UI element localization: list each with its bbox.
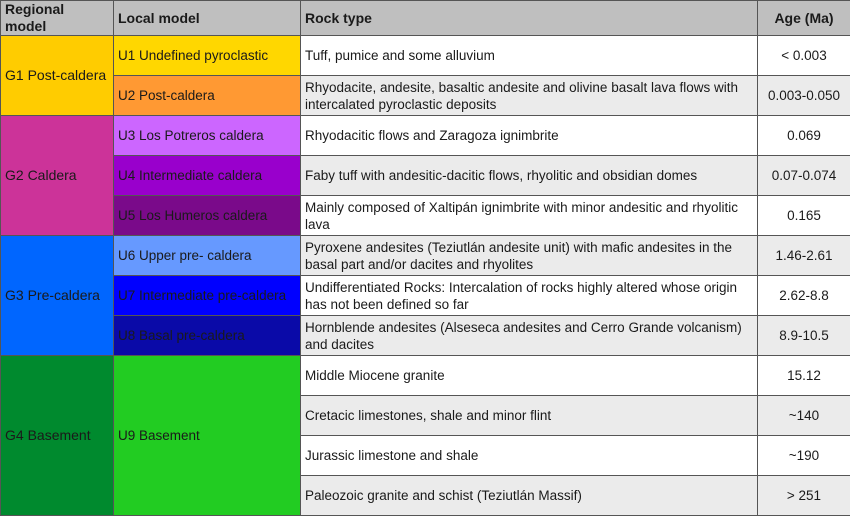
- table-row: [1, 236, 850, 276]
- rock-type-cell: Cretacic limestones, shale and minor flint: [301, 396, 758, 436]
- header-rock-type: Rock type: [301, 1, 758, 36]
- table-row: [1, 116, 850, 156]
- local-model-cell: U4 Intermediate caldera: [114, 156, 301, 196]
- local-model-cell: U1 Undefined pyroclastic: [114, 36, 301, 76]
- table-row: [1, 76, 850, 116]
- regional-model-cell: G3 Pre-caldera: [1, 236, 114, 356]
- rock-type-cell: Middle Miocene granite: [301, 356, 758, 396]
- rock-type-cell: Tuff, pumice and some alluvium: [301, 36, 758, 76]
- local-model-cell: U3 Los Potreros caldera: [114, 116, 301, 156]
- table-row: [1, 356, 850, 396]
- local-model-cell: U6 Upper pre- caldera: [114, 236, 301, 276]
- local-model-cell: U5 Los Humeros caldera: [114, 196, 301, 236]
- age-cell: > 251: [758, 476, 850, 516]
- regional-model-cell: G1 Post-caldera: [1, 36, 114, 116]
- rock-type-cell: Rhyodacite, andesite, basaltic andesite and olivine basalt lava flows with intercalated pyroclastic deposits: [301, 76, 758, 116]
- header-age: Age (Ma): [758, 1, 850, 36]
- age-cell: 8.9-10.5: [758, 316, 850, 356]
- age-cell: ~140: [758, 396, 850, 436]
- rock-type-cell: Pyroxene andesites (Teziutlán andesite unit) with mafic andesites in the basal part and/or dacites and rhyolites: [301, 236, 758, 276]
- table-row: [1, 196, 850, 236]
- rock-type-cell: Mainly composed of Xaltipán ignimbrite with minor andesitic and rhyolitic lava: [301, 196, 758, 236]
- age-cell: 0.165: [758, 196, 850, 236]
- table-row: [1, 316, 850, 356]
- local-model-cell: U2 Post-caldera: [114, 76, 301, 116]
- local-model-cell: U8 Basal pre-caldera: [114, 316, 301, 356]
- age-cell: 0.069: [758, 116, 850, 156]
- header-row: [1, 1, 850, 36]
- age-cell: 2.62-8.8: [758, 276, 850, 316]
- age-cell: 1.46-2.61: [758, 236, 850, 276]
- age-cell: ~190: [758, 436, 850, 476]
- rock-type-cell: Rhyodacitic flows and Zaragoza ignimbrite: [301, 116, 758, 156]
- table-row: [1, 36, 850, 76]
- local-model-cell: U9 Basement: [114, 356, 301, 516]
- rock-type-cell: Paleozoic granite and schist (Teziutlán Massif): [301, 476, 758, 516]
- header-local-model: Local model: [114, 1, 301, 36]
- rock-type-cell: Faby tuff with andesitic-dacitic flows, rhyolitic and obsidian domes: [301, 156, 758, 196]
- regional-model-cell: G2 Caldera: [1, 116, 114, 236]
- rock-type-cell: Undifferentiated Rocks: Intercalation of rocks highly altered whose origin has not been defined so far: [301, 276, 758, 316]
- rock-type-cell: Jurassic limestone and shale: [301, 436, 758, 476]
- rock-type-cell: Hornblende andesites (Alseseca andesites and Cerro Grande volcanism) and dacites: [301, 316, 758, 356]
- table-row: [1, 156, 850, 196]
- local-model-cell: U7 Intermediate pre-caldera: [114, 276, 301, 316]
- table-row: [1, 276, 850, 316]
- regional-model-cell: G4 Basement: [1, 356, 114, 516]
- age-cell: 15.12: [758, 356, 850, 396]
- age-cell: 0.003-0.050: [758, 76, 850, 116]
- age-cell: 0.07-0.074: [758, 156, 850, 196]
- header-regional-model: Regional model: [1, 1, 114, 36]
- age-cell: < 0.003: [758, 36, 850, 76]
